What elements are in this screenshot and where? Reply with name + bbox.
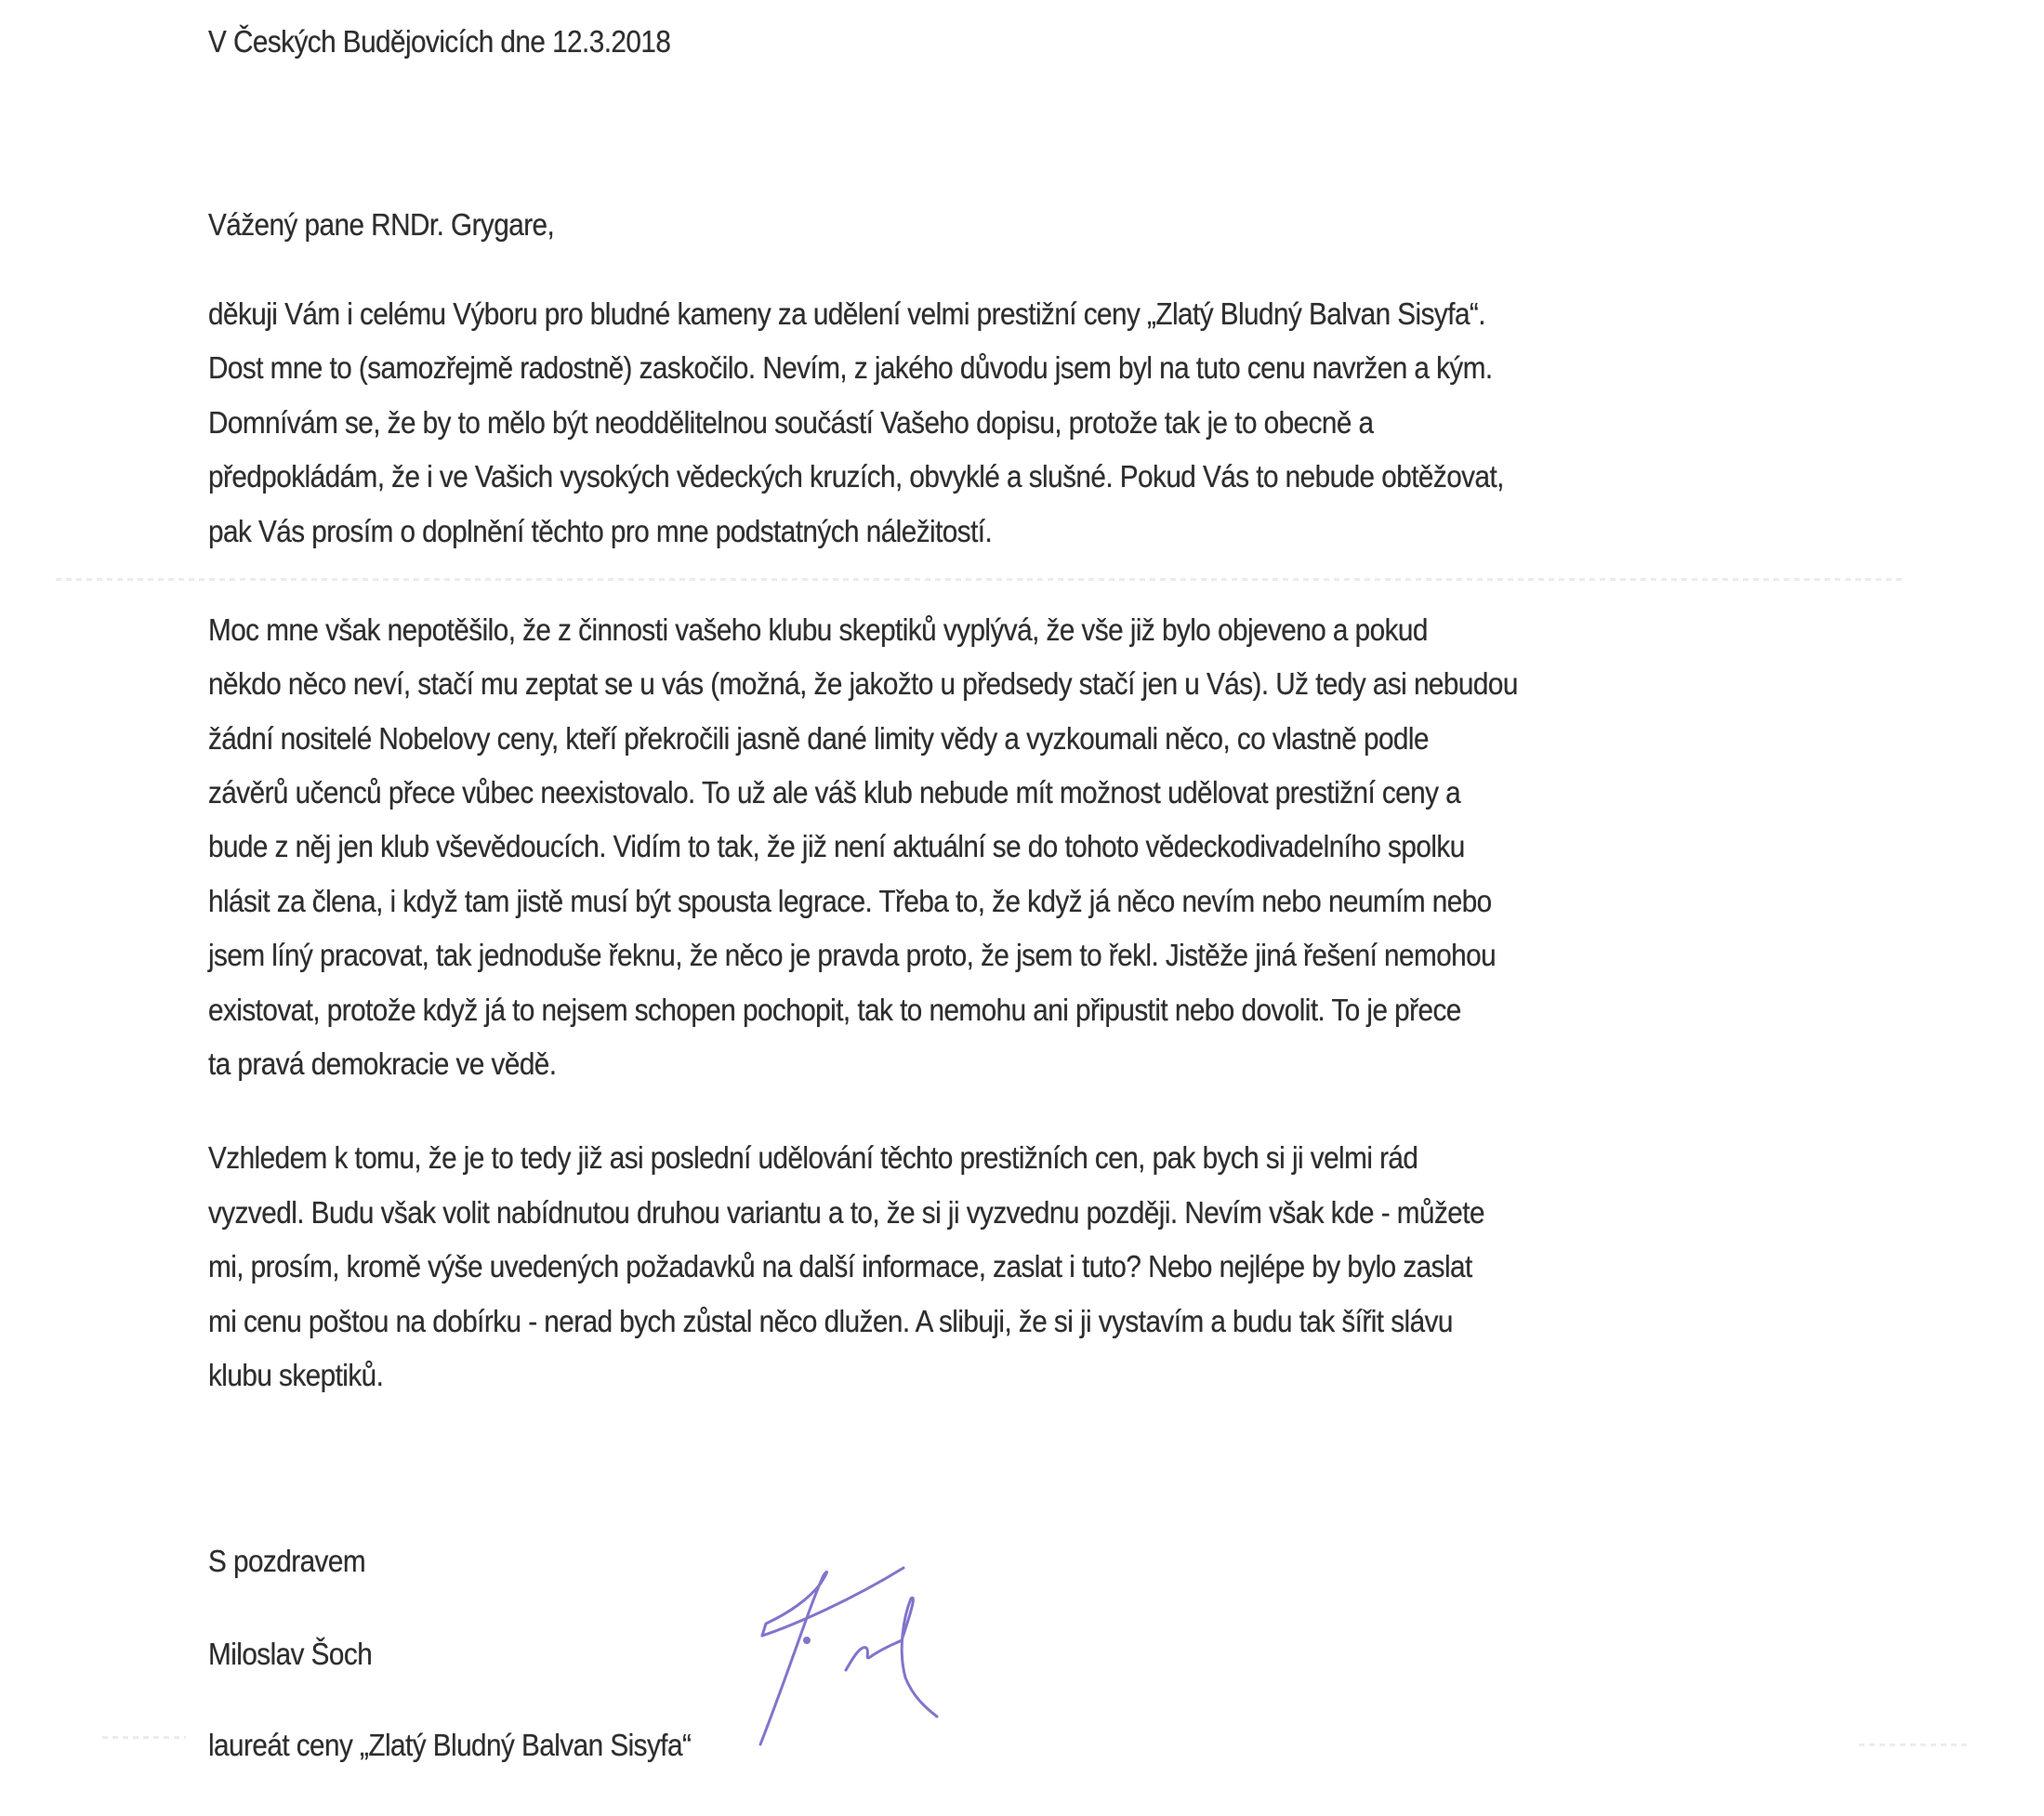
paragraph-line: předpokládám, že i ve Vašich vysokých vědeckých kruzích, obvyklé a slušné. Pokud Vás to nebude obtěžovat, <box>208 459 1504 493</box>
salutation: Vážený pane RNDr. Grygare, <box>208 207 555 242</box>
paragraph-line: vyzvedl. Budu však volit nabídnutou druhou variantu a to, že si ji vyzvednu později. Nevím však kde - můžete <box>208 1195 1484 1230</box>
paragraph-line: děkuji Vám i celému Výboru pro bludné kameny za udělení velmi prestižní ceny „Zlatý Bludný Balvan Sisyfa“. <box>208 296 1485 331</box>
paragraph-line: existovat, protože když já to nejsem schopen pochopit, tak to nemohu ani připustit nebo dovolit. To je přece <box>208 993 1461 1027</box>
paragraph-line: závěrů učenců přece vůbec neexistovalo. To už ale váš klub nebude mít možnost udělovat prestižní ceny a <box>208 775 1461 809</box>
handwritten-signature-icon <box>734 1547 957 1747</box>
place-date: V Českých Budějovicích dne 12.3.2018 <box>208 24 671 59</box>
paragraph-line: klubu skeptiků. <box>208 1358 384 1392</box>
paragraph-line: ta pravá demokracie ve vědě. <box>208 1046 557 1081</box>
signer-name: Miloslav Šoch <box>208 1637 373 1671</box>
signer-title: laureát ceny „Zlatý Bludný Balvan Sisyfa“ <box>208 1728 692 1762</box>
paragraph-line: mi, prosím, kromě výše uvedených požadavků na další informace, zaslat i tuto? Nebo nejlépe by bylo zaslat <box>208 1249 1472 1283</box>
paragraph-line: mi cenu poštou na dobírku - nerad bych zůstal něco dlužen. A slibuji, že si ji vystavím a budu tak šířit slávu <box>208 1304 1453 1338</box>
paragraph-line: Moc mne však nepotěšilo, že z činnosti vašeho klubu skeptiků vyplývá, že vše již bylo objeveno a pokud <box>208 612 1428 647</box>
paragraph-line: pak Vás prosím o doplnění těchto pro mne podstatných náležitostí. <box>208 514 993 548</box>
scan-artifact <box>56 578 1906 581</box>
closing: S pozdravem <box>208 1544 366 1578</box>
paragraph-line: někdo něco neví, stačí mu zeptat se u vás (možná, že jakožto u předsedy stačí jen u Vás). Už tedy asi nebudou <box>208 666 1518 701</box>
paragraph-line: Vzhledem k tomu, že je to tedy již asi poslední udělování těchto prestižních cen, pak bych si ji velmi rád <box>208 1140 1418 1175</box>
paragraph-line: Dost mne to (samozřejmě radostně) zaskočilo. Nevím, z jakého důvodu jsem byl na tuto cenu navržen a kým. <box>208 350 1493 385</box>
paragraph-line: Domnívám se, že by to mělo být neoddělitelnou součástí Vašeho dopisu, protože tak je to obecně a <box>208 405 1374 440</box>
scan-artifact <box>102 1736 186 1739</box>
paragraph-line: žádní nositelé Nobelovy ceny, kteří překročili jasně dané limity vědy a vyzkoumali něco, co vlastně podle <box>208 721 1429 756</box>
paragraph-line: jsem líný pracovat, tak jednoduše řeknu, že něco je pravda proto, že jsem to řekl. Jistěže jiná řešení nemohou <box>208 938 1497 972</box>
paragraph-line: hlásit za člena, i když tam jistě musí být spousta legrace. Třeba to, že když já něco nevím nebo neumím nebo <box>208 884 1492 918</box>
scan-artifact <box>1859 1744 1971 1746</box>
paragraph-line: bude z něj jen klub vševědoucích. Vidím to tak, že již není aktuální se do tohoto vědeckodivadelního spolku <box>208 829 1465 863</box>
